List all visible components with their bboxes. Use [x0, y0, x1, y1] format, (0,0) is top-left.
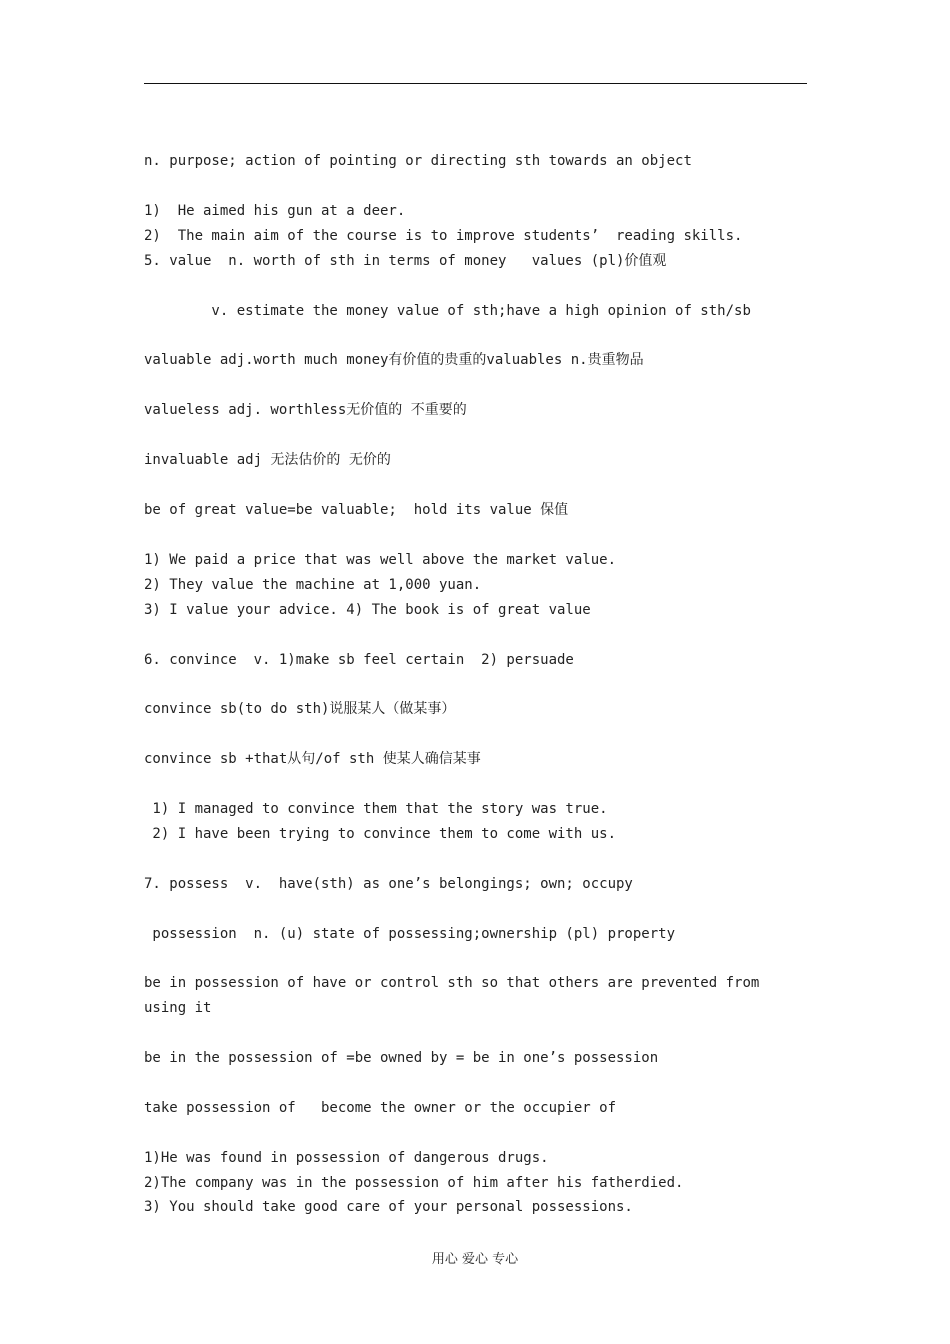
definition-line: v. estimate the money value of sth;have a high opinion of sth/sb	[144, 303, 751, 319]
phrase-line: be of great value=be valuable; hold its value 保值	[144, 502, 569, 518]
example-line: 1) He aimed his gun at a deer.	[144, 203, 406, 219]
entry-heading-value: 5. value n. worth of sth in terms of money values (pl)价值观	[144, 253, 667, 269]
entry-heading-convince: 6. convince v. 1)make sb feel certain 2) persuade	[144, 652, 574, 668]
phrase-line: convince sb(to do sth)说服某人（做某事）	[144, 701, 456, 717]
phrase-line: be in possession of have or control sth so that others are prevented from using it	[144, 975, 768, 1016]
header-rule	[144, 83, 807, 84]
phrase-line: be in the possession of =be owned by = be in one’s possession	[144, 1050, 659, 1066]
example-line: 3) You should take good care of your personal possessions.	[144, 1199, 633, 1215]
example-line: 2)The company was in the possession of him after his fatherdied.	[144, 1175, 684, 1191]
example-line: 2) I have been trying to convince them to come with us.	[144, 826, 617, 842]
word-form-line: valueless adj. worthless无价值的 不重要的	[144, 402, 467, 418]
entry-heading-possess: 7. possess v. have(sth) as one’s belongings; own; occupy	[144, 876, 633, 892]
phrase-line: take possession of become the owner or the occupier of	[144, 1100, 617, 1116]
word-form-line: possession n. (u) state of possessing;ownership (pl) property	[144, 926, 676, 942]
phrase-line: convince sb +that从句/of sth 使某人确信某事	[144, 751, 481, 767]
word-form-line: invaluable adj 无法估价的 无价的	[144, 452, 391, 468]
example-line: 3) I value your advice. 4) The book is of great value	[144, 602, 591, 618]
page-footer: 用心 爱心 专心	[431, 1252, 519, 1267]
example-line: 1) We paid a price that was well above the market value.	[144, 552, 617, 568]
word-form-line: valuable adj.worth much money有价值的贵重的valuables n.贵重物品	[144, 352, 644, 368]
example-line: 1) I managed to convince them that the story was true.	[144, 801, 608, 817]
definition-line: n. purpose; action of pointing or directing sth towards an object	[144, 153, 692, 169]
example-line: 2) The main aim of the course is to improve students’ reading skills.	[144, 228, 743, 244]
example-line: 2) They value the machine at 1,000 yuan.	[144, 577, 482, 593]
example-line: 1)He was found in possession of dangerous drugs.	[144, 1150, 549, 1166]
